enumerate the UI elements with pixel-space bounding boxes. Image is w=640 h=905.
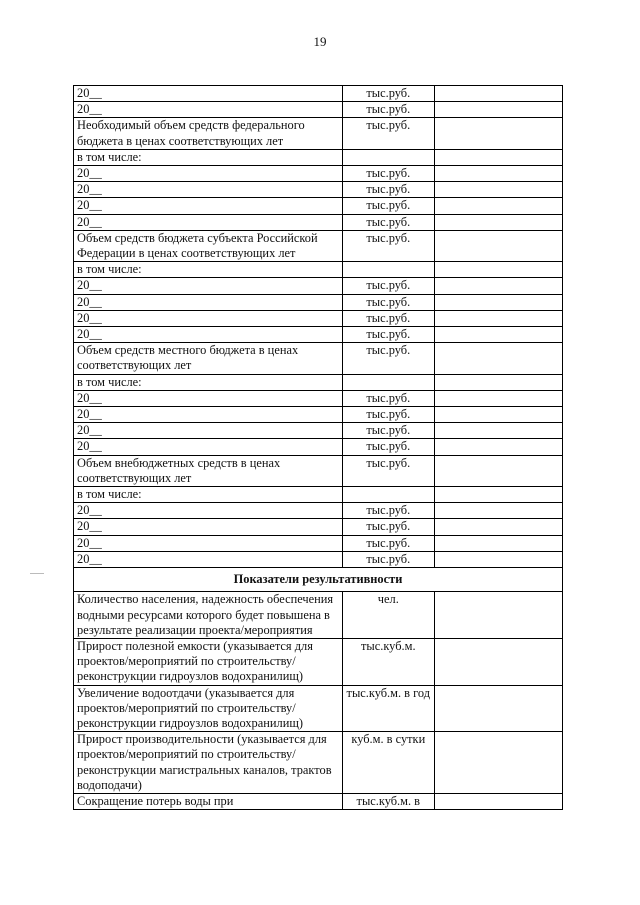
- cell-label: 20__: [74, 423, 343, 439]
- cell-value: [434, 407, 562, 423]
- cell-unit: тыс.руб.: [342, 214, 434, 230]
- cell-value: [434, 262, 562, 278]
- table-row: [74, 102, 563, 118]
- cell-label: 20__: [74, 519, 343, 535]
- cell-label: 20__: [74, 327, 343, 343]
- cell-value: [434, 278, 562, 294]
- section-heading-row: [74, 568, 563, 592]
- cell-label: 20__: [74, 535, 343, 551]
- cell-value: [434, 118, 562, 149]
- table-row: [74, 503, 563, 519]
- cell-label: 20__: [74, 214, 343, 230]
- cell-unit: тыс.руб.: [342, 278, 434, 294]
- cell-label: 20__: [74, 294, 343, 310]
- cell-label: Прирост производительности (указывается для проектов/мероприятий по строительству/реконструкции магистральных каналов, трактов водоподачи): [74, 732, 343, 794]
- cell-unit: тыс.руб.: [342, 102, 434, 118]
- table-row: [74, 310, 563, 326]
- cell-label: Объем средств местного бюджета в ценах соответствующих лет: [74, 343, 343, 374]
- table-row: [74, 793, 563, 809]
- cell-label: Необходимый объем средств федерального бюджета в ценах соответствующих лет: [74, 118, 343, 149]
- cell-value: [434, 535, 562, 551]
- cell-label: 20__: [74, 102, 343, 118]
- table-row: [74, 294, 563, 310]
- cell-label: Количество населения, надежность обеспечения водными ресурсами которого будет повышена в результате реализации проекта/мероприятия: [74, 592, 343, 639]
- funding-rows: [74, 86, 563, 568]
- cell-unit: [342, 262, 434, 278]
- cell-unit: тыс.руб.: [342, 294, 434, 310]
- cell-unit: куб.м. в сутки: [342, 732, 434, 794]
- table-row: [74, 166, 563, 182]
- cell-unit: чел.: [342, 592, 434, 639]
- cell-label: 20__: [74, 198, 343, 214]
- cell-value: [434, 487, 562, 503]
- table-row: [74, 118, 563, 149]
- cell-value: [434, 166, 562, 182]
- cell-value: [434, 551, 562, 567]
- table-row: [74, 182, 563, 198]
- cell-value: [434, 455, 562, 486]
- cell-value: [434, 374, 562, 390]
- cell-unit: тыс.руб.: [342, 519, 434, 535]
- cell-label: 20__: [74, 182, 343, 198]
- cell-unit: тыс.руб.: [342, 503, 434, 519]
- table-row: [74, 407, 563, 423]
- margin-mark: [30, 573, 44, 574]
- section-heading: Показатели результативности: [74, 568, 563, 592]
- table-row: [74, 149, 563, 165]
- cell-unit: тыс.руб.: [342, 166, 434, 182]
- table-row: [74, 487, 563, 503]
- cell-label: в том числе:: [74, 487, 343, 503]
- table-row: [74, 685, 563, 732]
- cell-value: [434, 592, 562, 639]
- budget-table: [73, 85, 563, 810]
- table-row: [74, 327, 563, 343]
- table-row: [74, 374, 563, 390]
- cell-unit: тыс.руб.: [342, 407, 434, 423]
- cell-label: 20__: [74, 390, 343, 406]
- cell-unit: тыс.куб.м.: [342, 638, 434, 685]
- cell-value: [434, 327, 562, 343]
- cell-label: 20__: [74, 407, 343, 423]
- table-row: [74, 230, 563, 261]
- cell-unit: тыс.руб.: [342, 230, 434, 261]
- cell-value: [434, 102, 562, 118]
- cell-value: [434, 519, 562, 535]
- cell-unit: тыс.руб.: [342, 343, 434, 374]
- table-row: [74, 439, 563, 455]
- cell-label: в том числе:: [74, 374, 343, 390]
- cell-value: [434, 439, 562, 455]
- cell-label: 20__: [74, 278, 343, 294]
- cell-unit: [342, 374, 434, 390]
- cell-value: [434, 182, 562, 198]
- cell-label: 20__: [74, 86, 343, 102]
- table-row: [74, 198, 563, 214]
- cell-unit: тыс.куб.м. в: [342, 793, 434, 809]
- table-row: [74, 423, 563, 439]
- table-row: [74, 732, 563, 794]
- cell-label: Объем средств бюджета субъекта Российской Федерации в ценах соответствующих лет: [74, 230, 343, 261]
- cell-unit: [342, 487, 434, 503]
- cell-value: [434, 230, 562, 261]
- cell-value: [434, 214, 562, 230]
- cell-value: [434, 423, 562, 439]
- table-row: [74, 214, 563, 230]
- cell-value: [434, 86, 562, 102]
- table-row: [74, 551, 563, 567]
- cell-label: 20__: [74, 551, 343, 567]
- cell-value: [434, 294, 562, 310]
- table-row: [74, 278, 563, 294]
- cell-unit: тыс.руб.: [342, 198, 434, 214]
- cell-label: Объем внебюджетных средств в ценах соответствующих лет: [74, 455, 343, 486]
- cell-unit: тыс.куб.м. в год: [342, 685, 434, 732]
- cell-unit: тыс.руб.: [342, 182, 434, 198]
- cell-unit: [342, 149, 434, 165]
- cell-label: 20__: [74, 310, 343, 326]
- table-row: [74, 86, 563, 102]
- cell-value: [434, 503, 562, 519]
- table-row: [74, 519, 563, 535]
- indicator-rows: [74, 592, 563, 810]
- table-row: [74, 262, 563, 278]
- cell-label: 20__: [74, 439, 343, 455]
- cell-unit: тыс.руб.: [342, 390, 434, 406]
- cell-unit: тыс.руб.: [342, 310, 434, 326]
- cell-value: [434, 638, 562, 685]
- cell-label: в том числе:: [74, 149, 343, 165]
- cell-label: в том числе:: [74, 262, 343, 278]
- cell-label: 20__: [74, 503, 343, 519]
- cell-label: Сокращение потерь воды при: [74, 793, 343, 809]
- cell-value: [434, 685, 562, 732]
- cell-unit: тыс.руб.: [342, 455, 434, 486]
- table-row: [74, 535, 563, 551]
- cell-unit: тыс.руб.: [342, 439, 434, 455]
- cell-unit: тыс.руб.: [342, 86, 434, 102]
- cell-unit: тыс.руб.: [342, 327, 434, 343]
- table-row: [74, 390, 563, 406]
- table-row: [74, 638, 563, 685]
- cell-value: [434, 343, 562, 374]
- cell-label: 20__: [74, 166, 343, 182]
- cell-unit: тыс.руб.: [342, 423, 434, 439]
- cell-value: [434, 310, 562, 326]
- cell-value: [434, 198, 562, 214]
- table-row: [74, 592, 563, 639]
- cell-value: [434, 793, 562, 809]
- cell-value: [434, 149, 562, 165]
- cell-unit: тыс.руб.: [342, 535, 434, 551]
- page-number: 19: [313, 34, 327, 49]
- table-row: [74, 455, 563, 486]
- cell-label: Увеличение водоотдачи (указывается для проектов/мероприятий по строительству/реконструкции гидроузлов водохранилищ): [74, 685, 343, 732]
- cell-label: Прирост полезной емкости (указывается для проектов/мероприятий по строительству/реконструкции гидроузлов водохранилищ): [74, 638, 343, 685]
- cell-unit: тыс.руб.: [342, 551, 434, 567]
- cell-unit: тыс.руб.: [342, 118, 434, 149]
- cell-value: [434, 390, 562, 406]
- cell-value: [434, 732, 562, 794]
- table-row: [74, 343, 563, 374]
